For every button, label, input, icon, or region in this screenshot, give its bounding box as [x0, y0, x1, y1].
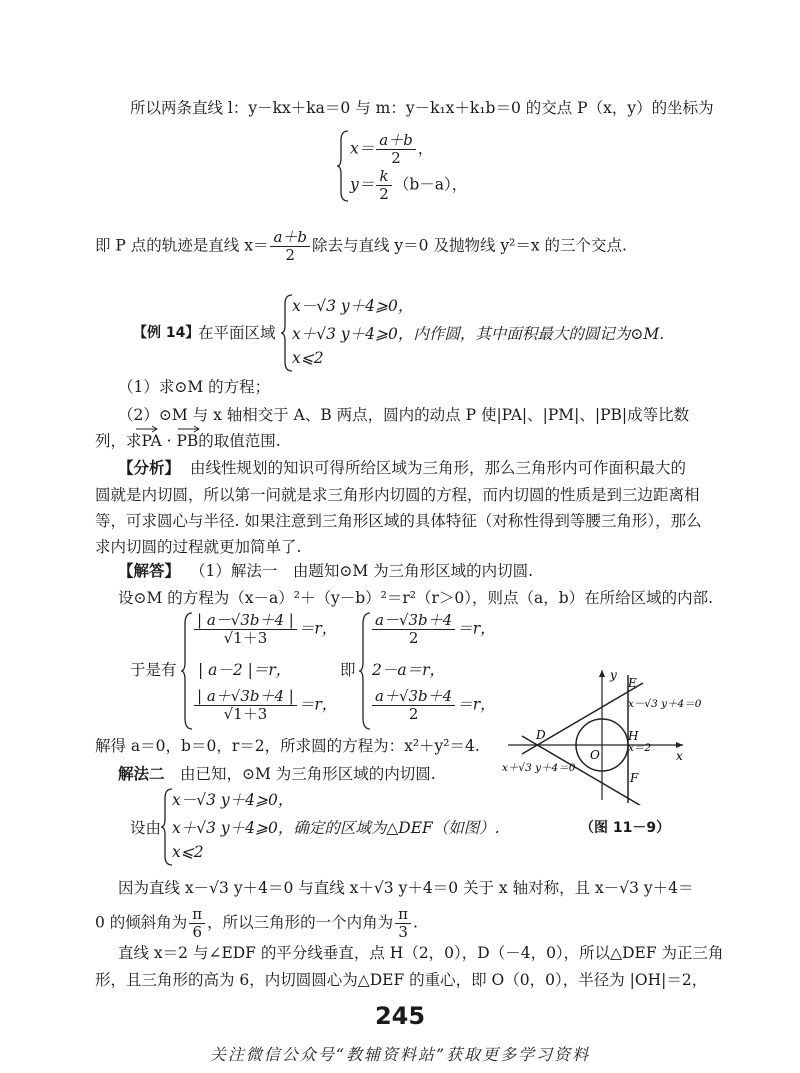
label-line-3: x＝2 [628, 742, 652, 754]
system-row: x⩽2 [172, 843, 204, 861]
system-prefix: 即 [340, 661, 356, 679]
footer-note: 关注微信公众号“教辅资料站”获取更多学习资料 [209, 1045, 591, 1064]
system-row [192, 612, 337, 647]
row-tail: （b－a）， [393, 175, 468, 194]
fraction [270, 229, 310, 264]
figure-caption: （图 11－9） [580, 820, 671, 836]
label-E: E [628, 676, 637, 690]
system-row: x⩽2 [292, 349, 324, 367]
fraction-denominator: 2 [285, 246, 295, 264]
label-y: y [610, 668, 617, 682]
fraction [395, 906, 411, 941]
fraction-denominator: 6 [192, 923, 202, 941]
fraction-denominator: 2 [379, 185, 389, 203]
line-DE [522, 683, 643, 754]
paragraph-intersection: 所以两条直线 l：y－kx＋ka＝0 与 m：y－k₁x＋k₁b＝0 的交点 P（x，y）的坐标为 [130, 99, 714, 117]
analysis-line-3: 等，可求圆心与半径. 如果注意到三角形区域的具体特征（对称性得到等腰三角形），那么 [95, 512, 702, 530]
method-2-line-1: 由已知，⊙M 为三角形区域的内切圆. [180, 765, 436, 783]
row-lhs: y＝ [350, 175, 375, 194]
system-row: x＋√3 y＋4⩾0，内作圆，其中面积最大的圆记为⊙M. [292, 325, 665, 343]
fraction-denominator: 2 [408, 705, 419, 723]
y-axis-arrow-icon [599, 670, 605, 677]
system-row [192, 688, 337, 723]
row-tail: ， [417, 139, 434, 158]
fraction-denominator: 2 [408, 629, 419, 647]
paragraph-symmetry-1: 因为直线 x－√3 y＋4＝0 与直线 x＋√3 y＋4＝0 关于 x 轴对称，且 x－√3 y＋4＝ [118, 879, 694, 897]
system-row-x [350, 132, 433, 167]
example-label: 【例 14】 [133, 325, 200, 341]
fraction-numerator: a＋√3b＋4 [372, 688, 455, 706]
label-D: D [536, 728, 546, 742]
text-part: ，所以三角形的一个内角为 [207, 913, 394, 932]
region-system-2 [160, 786, 520, 866]
fraction-numerator: k [376, 168, 391, 186]
question-2-line-2: 列，求PA · PB的取值范围. [95, 432, 281, 450]
distance-system [180, 610, 360, 730]
fraction-numerator: a＋b [376, 132, 416, 150]
fraction-numerator: | a＋√3b＋4 | [194, 688, 297, 706]
system-row: 2－a＝r， [372, 661, 446, 679]
paragraph-symmetry-2 [95, 906, 418, 941]
row-tail: ＝r， [457, 695, 496, 714]
label-H: H [628, 729, 639, 743]
fraction-numerator: | a－√3b＋4 | [194, 612, 297, 630]
equation-system [358, 610, 508, 730]
row-lhs: x＝ [350, 139, 375, 158]
fraction [372, 688, 455, 723]
fraction [372, 612, 455, 647]
fraction-denominator: √1＋3 [223, 629, 268, 647]
text-part: . [413, 913, 418, 932]
analysis-line-2: 圆就是内切圆，所以第一问就是求三角形内切圆的方程，而内切圆的性质是到三边距离相 [95, 486, 700, 504]
row-tail: ＝r， [298, 695, 338, 714]
system-row-y [350, 168, 467, 203]
row-tail: ＝r， [298, 619, 338, 638]
analysis-line-1: 由线性规划的知识可得所给区域为三角形，那么三角形内可作面积最大的 [190, 459, 687, 477]
coordinate-system [336, 130, 496, 203]
label-line-1: x－√3 y＋4＝0 [628, 698, 702, 710]
system-prefix: 设由 [130, 819, 162, 837]
region-system [280, 292, 700, 372]
fraction-numerator: a＋b [270, 229, 310, 247]
text-part: 即 P 点的轨迹是直线 x＝ [95, 236, 269, 255]
fraction-numerator: a－√3b＋4 [372, 612, 455, 630]
fraction-denominator: 3 [398, 923, 408, 941]
text-part: 0 的倾斜角为 [95, 913, 188, 932]
label-x: x [676, 749, 683, 763]
analysis-line-4: 求内切圆的过程就更加简单了. [95, 538, 302, 556]
paragraph-last-2: 形，且三角形的高为 6，内切圆圆心为△DEF 的重心，即 O（0，0），半径为 |OH|＝2， [95, 971, 708, 989]
analysis-label: 【分析】 [118, 459, 181, 477]
fraction [194, 688, 297, 723]
fraction [376, 132, 416, 167]
system-row: x－√3 y＋4⩾0， [292, 297, 414, 315]
solution-line-2: 设⊙M 的方程为（x－a）²＋（y－b）²＝r²（r＞0），则点（a，b）在所给区域的内部. [118, 589, 714, 607]
solution-label: 【解答】 [118, 562, 181, 580]
solution-result: 解得 a＝0，b＝0，r＝2，所求圆的方程为：x²＋y²＝4. [95, 737, 480, 755]
x-axis-arrow-icon [676, 742, 683, 748]
fraction-numerator: π [189, 906, 205, 924]
page-number: 245 [374, 1002, 426, 1030]
question-1: （1）求⊙M 的方程； [118, 378, 271, 396]
system-row: x－√3 y＋4⩾0， [172, 791, 294, 809]
triangle-figure [498, 665, 718, 805]
vector-arrow-icon [136, 424, 206, 434]
fraction [189, 906, 205, 941]
method-2-label: 解法二 [118, 765, 165, 783]
example-text: 在平面区域 [198, 324, 276, 342]
fraction-denominator: √1＋3 [223, 705, 268, 723]
solution-line-1: （1）解法一 由题知⊙M 为三角形区域的内切圆. [190, 562, 534, 580]
label-line-2: x＋√3 y＋4＝0 [502, 762, 576, 774]
system-row [370, 612, 496, 647]
label-O: O [590, 748, 600, 762]
question-2-line-1: （2）⊙M 与 x 轴相交于 A、B 两点，圆内的动点 P 使|PA|、|PM|、|PB|成等比数 [118, 406, 690, 424]
brace-icon [336, 130, 350, 202]
label-F: F [630, 771, 639, 785]
text-part: 除去与直线 y＝0 及抛物线 y²＝x 的三个交点. [312, 236, 627, 255]
fraction-numerator: π [395, 906, 411, 924]
fraction [376, 168, 392, 203]
system-row [370, 688, 496, 723]
paragraph-last-1: 直线 x＝2 与∠EDF 的平分线垂直，点 H（2，0），D（－4，0），所以△DEF 为正三角 [118, 944, 724, 962]
fraction-denominator: 2 [391, 149, 401, 167]
system-row: x＋√3 y＋4⩾0，确定的区域为△DEF（如图）. [172, 819, 500, 837]
system-row: | a－2 |＝r， [198, 661, 292, 679]
paragraph-locus [95, 229, 627, 264]
row-tail: ＝r， [457, 619, 496, 638]
system-prefix: 于是有 [130, 661, 177, 679]
fraction [194, 612, 297, 647]
